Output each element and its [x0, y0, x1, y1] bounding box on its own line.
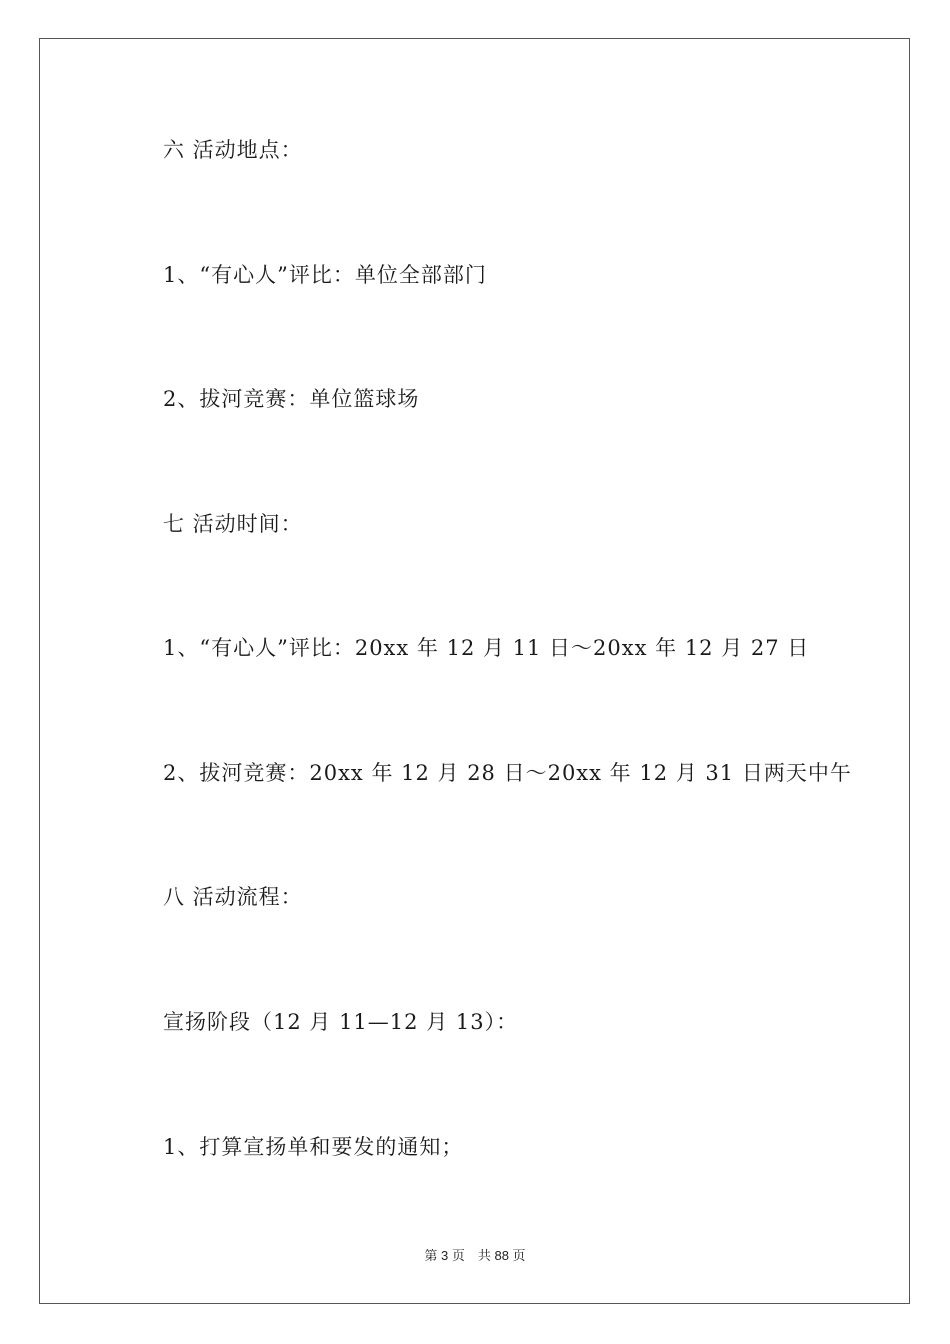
process-item-1: 1、打算宣扬单和要发的通知；: [163, 1135, 464, 1159]
section-heading-location: 六 活动地点：: [163, 138, 303, 162]
page-border: [39, 38, 910, 1304]
location-item-2: 2、拔河竞赛：单位篮球场: [163, 387, 420, 411]
section-heading-time: 七 活动时间：: [163, 512, 303, 536]
section-heading-process: 八 活动流程：: [163, 885, 303, 909]
process-stage-heading: 宣扬阶段（12 月 11—12 月 13）：: [163, 1010, 519, 1034]
page-footer: 第 3 页 共 88 页: [424, 1248, 526, 1263]
time-item-1: 1、“有心人”评比：20xx 年 12 月 11 日～20xx 年 12 月 27 日: [163, 636, 810, 660]
location-item-1: 1、“有心人”评比：单位全部部门: [163, 263, 487, 287]
time-item-2: 2、拔河竞赛：20xx 年 12 月 28 日～20xx 年 12 月 31 日两天中午: [163, 761, 852, 785]
